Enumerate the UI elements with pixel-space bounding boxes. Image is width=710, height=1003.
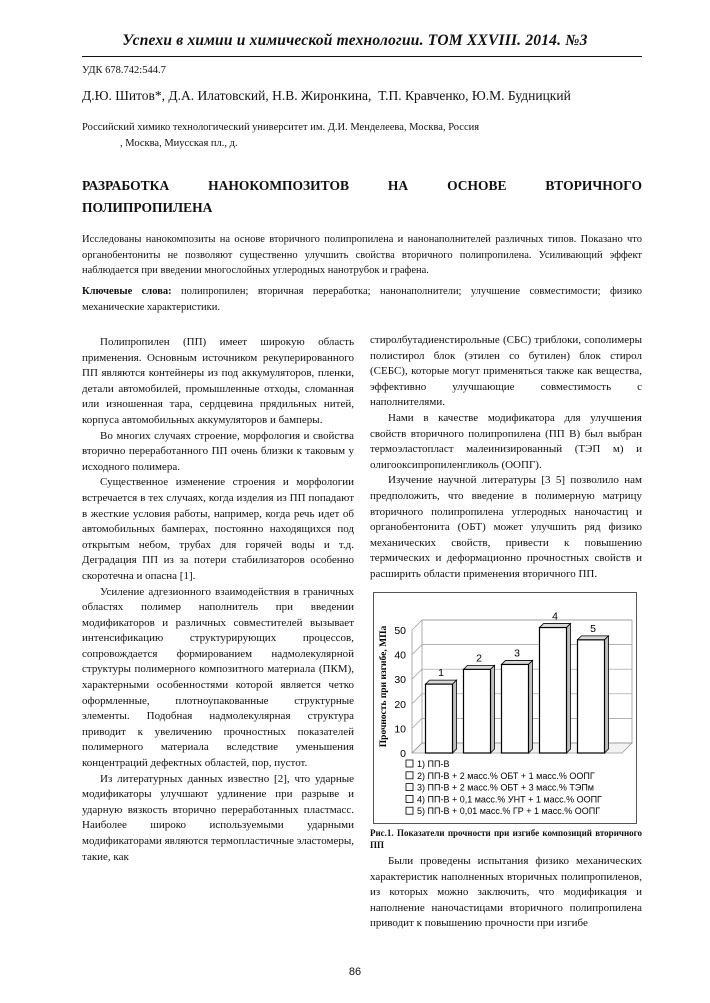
legend-swatch (406, 795, 413, 802)
y-axis-label: Прочность при изгибе, МПа (379, 625, 389, 748)
chart-svg (374, 593, 636, 823)
paragraph: Усиление адгезионного взаимодействия в граничных областях полимер наполнитель при введении модификаторов и различных совместителей вызывает интенсификацию структурирующих процессов, сопровождается формированием надмолекулярной структуры полимерного композитного материала (ПКМ), характерными особенностями которой является четко оформленные, плотноупакованные структурные элементы. Подобная надмолекулярная структура приводит к увеличению прочностных показателей полимерного материала вследствие уменьшения концентраций дефектных областей, пор, пустот. (82, 585, 354, 770)
legend-swatch (406, 772, 413, 779)
y-tick-label: 50 (394, 625, 406, 637)
title-line-1 (82, 175, 642, 197)
title-word: РАЗРАБОТКА (82, 178, 170, 193)
keywords-label: Ключевые слова: (82, 286, 172, 297)
bar (578, 640, 605, 753)
bending-strength-chart (373, 592, 637, 824)
bar-data-label: 1 (438, 667, 444, 680)
y-tick-label: 20 (394, 698, 406, 711)
grid-line-side (412, 669, 422, 679)
y-tick-label: 10 (394, 723, 406, 736)
legend-swatch (406, 760, 413, 767)
header-rule (82, 56, 642, 57)
keywords (82, 284, 642, 315)
udk-code: УДК 678.742:544.7 (82, 65, 166, 76)
affiliation-line-1: Российский химико технологический университет им. Д.И. Менделеева, Москва, Россия (82, 122, 480, 133)
legend-entry: 4) ПП-В + 0,1 масс.% УНТ + 1 масс.% ООПГ (417, 794, 602, 805)
right-column-continued (370, 854, 642, 932)
title-word: ВТОРИЧНОГО (545, 178, 642, 193)
authors: Д.Ю. Шитов*, Д.А. Илатовский, Н.В. Жиронкина, Т.П. Кравченко, Ю.М. Будницкий (82, 88, 571, 103)
article-title (82, 175, 642, 219)
left-column (82, 335, 354, 865)
bar-top (540, 624, 571, 628)
bar-data-label: 4 (552, 610, 558, 623)
page-number: 86 (348, 966, 362, 978)
bar (540, 628, 567, 753)
affiliation-line-2: , Москва, Миусская пл., д. (120, 138, 238, 149)
y-tick-label: 30 (394, 674, 406, 687)
paragraph: Были проведены испытания физико механических характеристик наполненных вторичных полипропиленов, из которых можно заключить, что модификация и наполнение наночастицами вторичного полипропилена приводит к повышению прочности при изгибе (370, 855, 642, 930)
journal-header: Успехи в химии и химической технологии. ТОМ XXVIII. 2014. №3 (122, 32, 588, 49)
title-line-2: ПОЛИПРОПИЛЕНА (82, 200, 213, 215)
keywords-text: полипропилен; вторичная переработка; нанонаполнители; улучшение совместимости; физико механические характеристики. (82, 286, 642, 313)
paragraph: Полипропилен (ПП) имеет широкую область применения. Основным источником рекуперированного ПП являются контейнеры из под аккумуляторов, пленки, детали автомобилей, промышленные отходы, сломанная или изношенная тара, сердцевина прядильных нитей, корпуса автомобильных аккумуляторов и бамперы. (82, 336, 354, 426)
paragraph: Во многих случаях строение, морфология и свойства вторично переработанного ПП очень близки к таковым у исходного полимера. (82, 429, 354, 473)
paragraph: стиролбутадиенстирольные (СБС) триблоки, сополимеры полистирол блок (этилен со бутилен) блок стирол (СЕБС), которые могут применяться также как вещества, эффективно улучшающие совместимость с наполнителями. (370, 334, 642, 409)
paragraph: Нами в качестве модификатора для улучшения свойств вторичного полипропилена (ПП В) был выбран термоэластопласт малеинизированный (ТЭП м) и олигооксипропиленгликоль (ООПГ). (370, 411, 642, 471)
legend-entry: 2) ПП-В + 2 масс.% ОБТ + 1 масс.% ООПГ (417, 770, 595, 781)
bar (426, 684, 453, 753)
bar-data-label: 5 (590, 622, 596, 635)
title-word: ОСНОВЕ (447, 178, 507, 193)
paragraph: Существенное изменение строения и морфологии встречается в тех случаях, когда изделия из ПП попадают в жесткие условия работы, например, когда речь идет об автомобильных бамперах, постоянно находящихся под открытым небом, трубах для горячей воды и т.д. Деградация ПП из за потери стабилизаторов особенно скоротечна и опасна [1]. (82, 476, 354, 582)
legend-swatch (406, 784, 413, 791)
abstract: Исследованы нанокомпозиты на основе вторичного полипропилена и нанонаполнителей различных типов. Показано что органобентониты не позволяют существенно улучшить свойства вторичного полипропилена. Усиливающий эффект наблюдается при введении многослойных углеродных нанотрубок и графена. (82, 234, 642, 276)
legend-entry: 3) ПП-В + 2 масс.% ОБТ + 3 масс.% ТЭПм (417, 782, 594, 793)
paragraph: Изучение научной литературы [3 5] позволило нам предположить, что введение в полимерную матрицу вторичного полипропилена углеродных наночастиц и органобентонита (ОБТ) может улучшить ряд физико механических свойств, привести к повышению термических и деформационно прочностных свойств и расширить области применения вторичного ПП. (370, 474, 642, 580)
right-column (370, 333, 642, 583)
y-tick-label: 40 (394, 649, 406, 662)
title-word: НАНОКОМПОЗИТОВ (208, 178, 350, 193)
affiliation (82, 120, 642, 152)
paragraph: Из литературных данных известно [2], что ударные модификаторы улучшают удлинение при разрыве и ударную вязкость вторично переработанных пластмасс. Наиболее широко используемыми ударными модификаторами являются термопластичные эластомеры, такие, как (82, 772, 354, 863)
grid-line-side (412, 645, 422, 655)
bar-data-label: 2 (476, 652, 482, 665)
bar-side (491, 665, 495, 753)
y-tick-label: 0 (400, 748, 406, 760)
bar-data-label: 3 (514, 647, 520, 660)
title-word: НА (387, 178, 409, 193)
grid-line-side (412, 620, 422, 630)
grid-line-side (412, 694, 422, 704)
legend-swatch (406, 807, 413, 814)
bar (502, 664, 529, 753)
grid-line-side (412, 718, 422, 728)
legend-entry: 1) ПП-В (417, 759, 450, 769)
bar-side (453, 680, 457, 753)
bar (464, 669, 491, 753)
figure-caption: Рис.1. Показатели прочности при изгибе композиций вторичного ПП (370, 828, 642, 850)
legend-entry: 5) ПП-В + 0,01 масс.% ГР + 1 масс.% ООПГ (417, 806, 601, 817)
